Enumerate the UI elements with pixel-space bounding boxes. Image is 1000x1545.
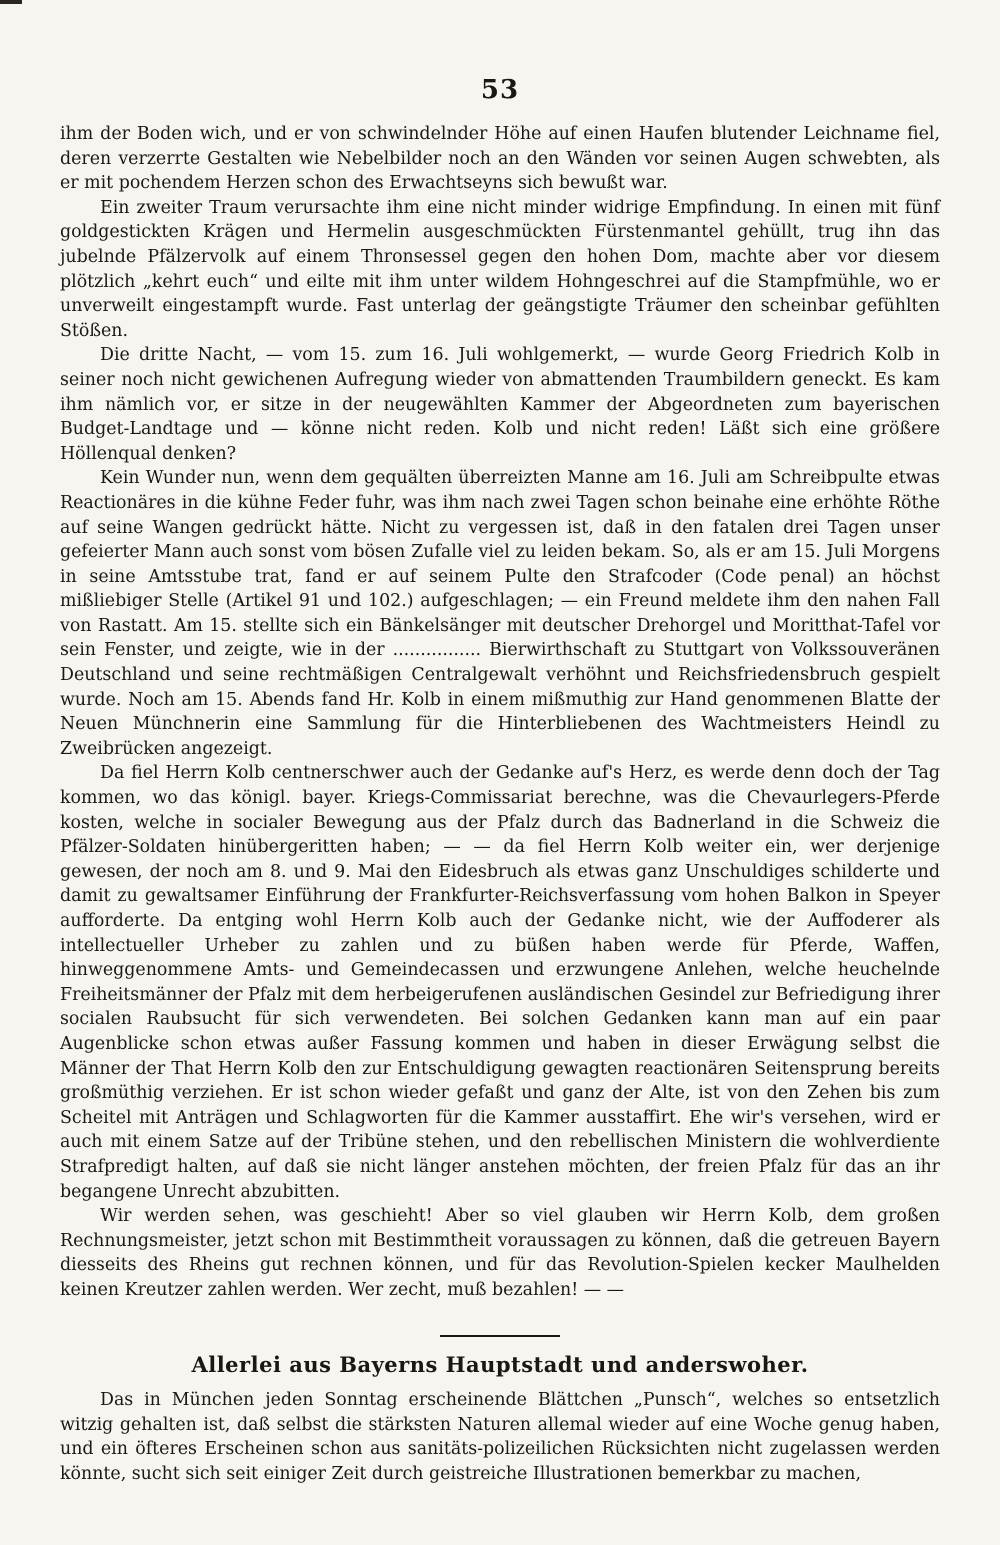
section-text	[60, 1388, 940, 1486]
scan-edge-mark	[0, 0, 22, 4]
section-paragraph: Das in München jeden Sonntag erscheinende Blättchen „Punsch“, welches so entsetzlich witzig gehalten ist, daß selbst die stärksten Naturen allemal wieder auf eine Woche genug haben, und ein öfteres Erscheinen schon aus sanitäts-polizeilichen Rücksichten nicht zugelassen werden könnte, sucht sich seit einiger Zeit durch geistreiche Illustrationen bemerkbar zu machen,	[60, 1390, 940, 1484]
paragraph-1: ihm der Boden wich, und er von schwindelnder Höhe auf einen Haufen blutender Leichname fiel, deren verzerrte Gestalten wie Nebelbilder noch an den Wänden vor seinen Augen schwebten, als er mit pochendem Herzen schon des Erwachtseyns sich bewußt war.	[60, 124, 940, 194]
paragraph-2: Ein zweiter Traum verursachte ihm eine nicht minder widrige Empfindung. In einen mit fünf goldgestickten Krägen und Hermelin ausgeschmückten Fürstenmantel gehüllt, trug ihn das jubelnde Pfälzervolk auf einem Thronsessel gegen den hohen Dom, machte aber vor diesem plötzlich „kehrt euch“ und eilte mit ihm unter wildem Hohngeschrei auf die Stampfmühle, wo er unverweilt eingestampft wurde. Fast unterlag der geängstigte Träumer den scheinbar gefühlten Stößen.	[60, 197, 940, 341]
paragraph-3: Die dritte Nacht, — vom 15. zum 16. Juli wohlgemerkt, — wurde Georg Friedrich Kolb in seiner noch nicht gewichenen Aufregung wieder von abmattenden Traumbildern geneckt. Es kam ihm nämlich vor, er sitze in der neugewählten Kammer der Abgeordneten zum bayerischen Budget-Landtage und — könne nicht reden. Kolb und nicht reden! Läßt sich eine größere Höllenqual denken?	[60, 345, 940, 464]
body-text	[60, 122, 940, 1303]
document-page	[60, 60, 940, 1520]
section-heading: Allerlei aus Bayerns Hauptstadt und anderswoher.	[191, 1352, 809, 1377]
paragraph-4: Kein Wunder nun, wenn dem gequälten überreizten Manne am 16. Juli am Schreibpulte etwas Reactionäres in die kühne Feder fuhr, was ihm nach zwei Tagen schon beinahe eine erhöhte Röthe auf seine Wangen gedrückt hätte. Nicht zu vergessen ist, daß in den fatalen drei Tagen unser gefeierter Mann auch sonst vom bösen Zufalle viel zu leiden bekam. So, als er am 15. Juli Morgens in seine Amtsstube trat, fand er auf seinem Pulte den Strafcoder (Code penal) an höchst mißliebiger Stelle (Artikel 91 und 102.) aufgeschlagen; — ein Freund meldete ihm den nahen Fall von Rastatt. Am 15. stellte sich ein Bänkelsänger mit deutscher Drehorgel und Moritthat-Tafel vor sein Fenster, und zeigte, wie in der ................ Bierwirthschaft zu Stuttgart von Volkssouveränen Deutschland und seine rechtmäßigen Centralgewalt verhöhnt und Reichsfriedensbruch gespielt wurde. Noch am 15. Abends fand Hr. Kolb in einem mißmuthig zur Hand genommenen Blatte der Neuen Münchnerin eine Sammlung für die Hinterbliebenen des Wachtmeisters Heindl zu Zweibrücken angezeigt.	[60, 468, 940, 759]
section-divider	[440, 1335, 560, 1337]
paragraph-6: Wir werden sehen, was geschieht! Aber so viel glauben wir Herrn Kolb, dem großen Rechnungsmeister, jetzt schon mit Bestimmtheit voraussagen zu können, daß die getreuen Bayern diesseits des Rheins gut rechnen können, und für das Revolution-Spielen kecker Maulhelden keinen Kreutzer zahlen werden. Wer zecht, muß bezahlen! — —	[60, 1206, 940, 1300]
paragraph-5: Da fiel Herrn Kolb centnerschwer auch der Gedanke auf's Herz, es werde denn doch der Tag kommen, wo das königl. bayer. Kriegs-Commissariat berechne, was die Chevaurlegers-Pferde kosten, welche in socialer Bewegung aus der Pfalz durch das Badnerland in die Schweiz die Pfälzer-Soldaten hinübergeritten haben; — — da fiel Herrn Kolb weiter ein, wer derjenige gewesen, der noch am 8. und 9. Mai den Eidesbruch als etwas ganz Unschuldiges schilderte und damit zu gewaltsamer Einführung der Frankfurter-Reichsverfassung vom hohen Balkon in Speyer aufforderte. Da entging wohl Herrn Kolb auch der Gedanke nicht, wie der Auffoderer als intellectueller Urheber zu zahlen und zu büßen haben werde für Pferde, Waffen, hinweggenommene Amts- und Gemeindecassen und erzwungene Anlehen, welche heuchelnde Freiheitsmänner der Pfalz mit dem herbeigerufenen ausländischen Gesindel zur Befriedigung ihrer socialen Raubsucht für sich verwendeten. Bei solchen Gedanken kann man auf ein paar Augenblicke schon etwas außer Fassung kommen und haben in dieser Erwägung selbst die Männer der That Herrn Kolb den zur Entschuldigung gewagten reactionären Seitensprung bereits großmüthig verziehen. Er ist schon wieder gefaßt und ganz der Alte, ist von den Zehen bis zum Scheitel mit Anträgen und Schlagworten für die Kammer ausstaffirt. Ehe wir's versehen, wird er auch mit einem Satze auf der Tribüne stehen, und den rebellischen Ministern die wohlverdiente Strafpredigt halten, auf daß sie nicht länger anstehen möchten, der freien Pfalz für das an ihr begangene Unrecht abzubitten.	[60, 763, 940, 1202]
page-number: 53	[480, 75, 520, 105]
